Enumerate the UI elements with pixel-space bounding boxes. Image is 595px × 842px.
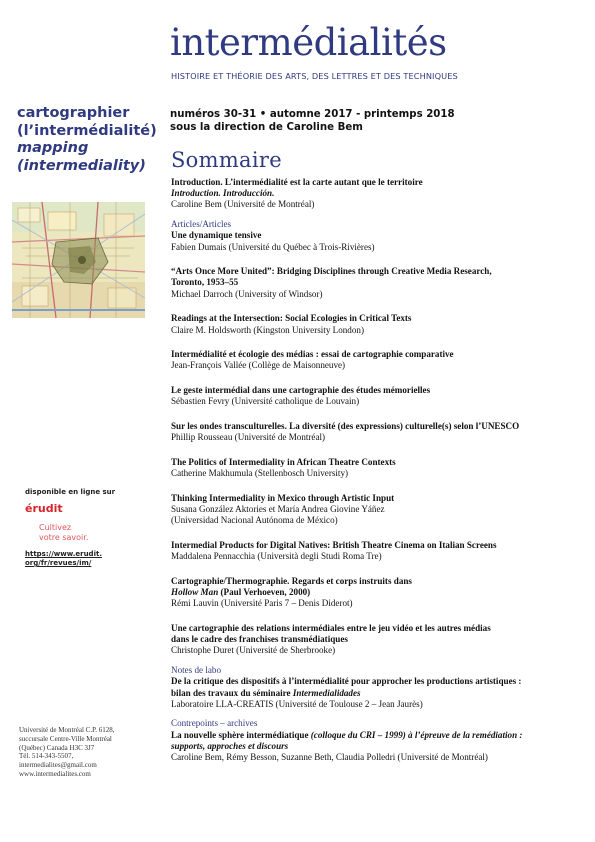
entry-title-italic: (colloque du CRI – 1999) à l’épreuve de la remédiation : bbox=[310, 729, 523, 740]
erudit-logo: érudit bbox=[25, 502, 63, 515]
cover-map-image bbox=[12, 202, 145, 318]
entry-author: Caroline Bem (Université de Montréal) bbox=[171, 199, 315, 210]
publisher-address bbox=[19, 726, 159, 779]
entry-author: Christophe Duret (Université de Sherbrooke) bbox=[171, 645, 336, 656]
issue-editor: sous la direction de Caroline Bem bbox=[170, 122, 363, 133]
erudit-slogan-line-2: votre savoir. bbox=[39, 533, 89, 542]
toc-entry bbox=[171, 730, 581, 764]
entry-author: Phillip Rousseau (Université de Montréal) bbox=[171, 432, 326, 443]
entry-subtitle: Introduction. Introducción. bbox=[171, 188, 275, 199]
section-heading-articles: Articles/Articles bbox=[171, 219, 232, 230]
theme-line-en-2: (intermediality) bbox=[17, 157, 146, 174]
section-heading-notes: Notes de labo bbox=[171, 665, 222, 676]
entry-title: De la critique des dispositifs à l’intermédialité pour approcher les productions artistiques : bbox=[171, 676, 522, 687]
issue-theme-title bbox=[17, 105, 167, 175]
journal-logo: intermédialités bbox=[170, 21, 447, 64]
entry-title: Intermedial Products for Digital Natives: British Theatre Cinema on Italian Screens bbox=[171, 539, 497, 550]
entry-author: Rémi Lauvin (Université Paris 7 – Denis Diderot) bbox=[171, 598, 353, 609]
toc-entry bbox=[171, 493, 581, 527]
issue-info bbox=[170, 108, 570, 134]
toc-entry-introduction bbox=[171, 177, 581, 211]
toc-entry bbox=[171, 676, 581, 710]
toc-entry bbox=[171, 349, 581, 371]
sommaire-heading: Sommaire bbox=[171, 148, 282, 172]
entry-title: Intermédialité et écologie des médias : essai de cartographie comparative bbox=[171, 349, 454, 360]
entry-title: Introduction. L’intermédialité est la carte autant que le territoire bbox=[171, 177, 423, 187]
entry-author: Laboratoire LLA-CREATIS (Université de Toulouse 2 – Jean Jaurès) bbox=[171, 698, 423, 709]
entry-title bbox=[171, 730, 581, 741]
toc-entry bbox=[171, 421, 581, 443]
address-email: intermedialites@gmail.com bbox=[19, 761, 97, 770]
entry-author-affiliation: (Universidad Nacional Autónoma de México) bbox=[171, 515, 338, 526]
theme-line-en-1: mapping bbox=[17, 140, 89, 156]
entry-author: Claire M. Holdsworth (Kingston University London) bbox=[171, 324, 364, 335]
journal-tagline: HISTOIRE ET THÉORIE DES ARTS, DES LETTRES ET DES TECHNIQUES bbox=[171, 71, 458, 81]
entry-author: Catherine Makhumula (Stellenbosch University) bbox=[171, 468, 349, 479]
toc-entry bbox=[171, 385, 581, 407]
entry-title-cont: dans le cadre des franchises transmédiatiques bbox=[171, 634, 348, 645]
address-line: Université de Montréal C.P. 6128, bbox=[19, 726, 115, 734]
entry-author: Caroline Bem, Rémy Besson, Suzanne Beth, Claudia Polledri (Université de Montréal) bbox=[171, 752, 488, 763]
section-heading-contrepoints: Contrepoints – archives bbox=[171, 718, 258, 729]
entry-film-details: (Paul Verhoeven, 2000) bbox=[218, 587, 311, 598]
entry-title-part: bilan des travaux du séminaire bbox=[171, 687, 293, 698]
entry-title: Sur les ondes transculturelles. La diversité (des expressions) culturelle(s) selon l’UNESCO bbox=[171, 421, 520, 432]
entry-title: Le geste intermédial dans une cartographie des études mémorielles bbox=[171, 385, 431, 396]
erudit-slogan-line-1: Cultivez bbox=[39, 523, 72, 532]
address-line: succursale Centre-Ville Montréal bbox=[19, 734, 112, 743]
entry-title: Readings at the Intersection: Social Ecologies in Critical Texts bbox=[171, 313, 412, 324]
entry-title-cont: supports, approches et discours bbox=[171, 740, 289, 751]
theme-line-fr-2: (l’intermédialité) bbox=[17, 122, 157, 139]
toc-entry bbox=[171, 266, 581, 300]
toc-entry bbox=[171, 313, 581, 335]
entry-author: Maddalena Pennacchia (Università degli Studi Roma Tre) bbox=[171, 551, 382, 562]
toc-entry bbox=[171, 230, 581, 252]
entry-title-cont: Toronto, 1953–55 bbox=[171, 277, 239, 288]
toc-entry bbox=[171, 457, 581, 479]
entry-film-title: Hollow Man bbox=[171, 587, 219, 598]
entry-title: Une dynamique tensive bbox=[171, 230, 262, 241]
entry-author: Fabien Dumais (Université du Québec à Trois-Rivières) bbox=[171, 241, 375, 252]
availability-note: disponible en ligne sur bbox=[25, 488, 116, 496]
entry-title: “Arts Once More United”: Bridging Disciplines through Creative Media Research, bbox=[171, 266, 492, 277]
address-phone: Tél. 514-343-5507, bbox=[19, 752, 74, 761]
entry-author: Sébastien Fevry (Université catholique de Louvain) bbox=[171, 396, 360, 407]
toc-entry bbox=[171, 623, 581, 657]
entry-title: Cartographie/Thermographie. Regards et corps instruits dans bbox=[171, 575, 412, 586]
toc-entry bbox=[171, 540, 581, 562]
entry-author: Michael Darroch (University of Windsor) bbox=[171, 288, 323, 299]
entry-title-cont bbox=[171, 688, 581, 699]
address-line: (Québec) Canada H3C 3J7 bbox=[19, 743, 95, 752]
address-website: www.intermedialites.com bbox=[19, 769, 91, 778]
erudit-link-line-2[interactable]: org/fr/revues/im/ bbox=[25, 559, 92, 567]
erudit-link-line-1[interactable]: https://www.erudit. bbox=[25, 550, 102, 558]
toc-entry bbox=[171, 576, 581, 610]
entry-author: Susana González Aktories et María Andrea Giovine Yáñez bbox=[171, 504, 385, 515]
erudit-slogan bbox=[39, 523, 109, 543]
issue-numbers: numéros 30-31 • automne 2017 - printemps 2018 bbox=[170, 109, 455, 120]
theme-line-fr-1: cartographier bbox=[17, 105, 130, 121]
entry-title-cont bbox=[171, 587, 581, 598]
entry-title: The Politics of Intermediality in African Theatre Contexts bbox=[171, 456, 396, 467]
entry-seminar-name: Intermedialidades bbox=[292, 687, 361, 698]
entry-author: Jean-François Vallée (Collège de Maisonneuve) bbox=[171, 360, 346, 371]
erudit-link[interactable] bbox=[25, 550, 135, 568]
entry-title: Thinking Intermediality in Mexico through Artistic Input bbox=[171, 492, 395, 503]
entry-title-part: La nouvelle sphère intermédiatique bbox=[171, 729, 311, 740]
entry-title: Une cartographie des relations intermédiales entre le jeu vidéo et les autres médias bbox=[171, 622, 491, 633]
table-of-contents bbox=[171, 177, 581, 777]
